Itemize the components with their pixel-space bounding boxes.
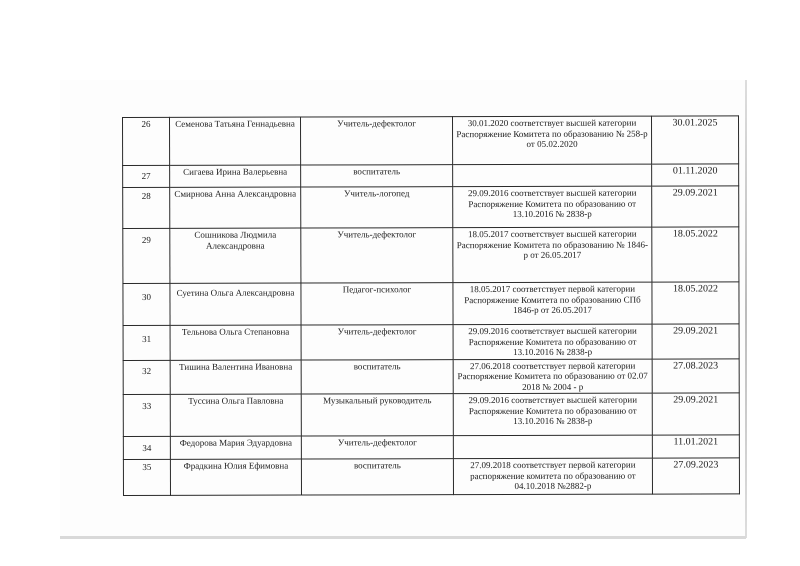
- employee-position: Учитель-дефектолог: [301, 325, 453, 360]
- page-bottom-edge: [60, 536, 746, 539]
- valid-until-date: [652, 393, 739, 435]
- table-row: [123, 458, 739, 496]
- category-info: 29.09.2016 соответствует высшей категории Распоряжение Комитета по образованию от 13.10.2016 № 2838-р: [453, 393, 652, 436]
- table-row: [123, 393, 739, 437]
- employee-position: Музыкальный руководитель: [301, 394, 453, 436]
- employee-name: Смирнова Анна Александровна: [170, 187, 301, 228]
- table-row: [123, 164, 739, 188]
- valid-until-text: 29.09.2021: [672, 187, 718, 199]
- employee-position: воспитатель: [301, 459, 453, 495]
- employee-name: Семенова Татьяна Геннадьевна: [170, 117, 301, 165]
- employee-name: Сигаева Ирина Валерьевна: [170, 165, 301, 187]
- table-row: [123, 435, 739, 460]
- category-info: 27.09.2018 соответствует первой категории распоряжение комитета по образованию от 04.10.2018 №2882-р: [453, 458, 652, 495]
- employee-name: Тельнова Ольга Степановна: [170, 325, 301, 360]
- employee-position: Учитель-дефектолог: [301, 117, 453, 165]
- valid-until-text: 11.01.2021: [673, 436, 719, 448]
- valid-until-date: [652, 164, 739, 186]
- valid-until-date: [651, 116, 738, 164]
- row-number: 30: [123, 283, 170, 325]
- staff-certification-table: [122, 115, 740, 496]
- valid-until-text: 01.11.2020: [672, 165, 718, 177]
- valid-until-date: [652, 458, 739, 494]
- row-number: 26: [123, 117, 170, 165]
- valid-until-date: [652, 186, 739, 227]
- row-number: 28: [123, 187, 170, 228]
- employee-position: Педагог-психолог: [301, 283, 453, 325]
- valid-until-date: [652, 358, 739, 393]
- employee-name: Суетина Ольга Александровна: [170, 283, 301, 325]
- table-row: [123, 282, 739, 326]
- valid-until-text: 29.09.2021: [673, 394, 719, 406]
- row-number: 35: [123, 459, 170, 495]
- valid-until-text: 18.05.2022: [672, 228, 718, 240]
- employee-position: Учитель-логопед: [301, 187, 453, 228]
- category-info: 18.05.2017 соответствует высшей категории Распоряжение Комитета по образованию № 1846-р от 26.05.2017: [453, 227, 652, 283]
- category-info: 18.05.2017 соответствует первой категории Распоряжение Комитета по образованию СПб 1846-р от 26.05.2017: [453, 282, 652, 325]
- employee-position: Учитель-дефектолог: [301, 436, 453, 459]
- row-number: 29: [123, 228, 170, 283]
- employee-position: воспитатель: [301, 165, 453, 187]
- employee-name: Тишина Валентина Ивановна: [170, 360, 301, 395]
- page-edge-shadow: [745, 80, 747, 538]
- valid-until-date: [652, 435, 739, 458]
- valid-until-text: 30.01.2025: [672, 117, 718, 129]
- category-info: 27.06.2018 соответствует первой категории Распоряжение Комитета по образованию от 02.07 2018 № 2004 - р: [453, 359, 652, 394]
- table-row: [123, 227, 739, 284]
- category-info: 30.01.2020 соответствует высшей категории Распоряжение Комитета по образованию № 258-р от 05.02.2020: [453, 116, 652, 165]
- employee-name: Сошникова Людмила Александровна: [170, 228, 301, 283]
- table-row: [123, 358, 739, 394]
- row-number: 32: [123, 360, 170, 395]
- row-number: 27: [123, 165, 170, 187]
- row-number: 33: [123, 394, 170, 436]
- valid-until-date: [652, 324, 739, 359]
- row-number: 31: [123, 325, 170, 360]
- employee-name: Фрадкина Юлия Ефимовна: [170, 459, 301, 495]
- valid-until-text: 27.08.2023: [673, 359, 719, 372]
- valid-until-text: 29.09.2021: [673, 325, 719, 337]
- valid-until-text: 18.05.2022: [672, 283, 718, 295]
- valid-until-date: [652, 282, 739, 324]
- employee-name: Туссина Ольга Павловна: [170, 394, 301, 436]
- employee-position: воспитатель: [301, 359, 453, 394]
- row-number: 34: [123, 436, 170, 459]
- valid-until-date: [652, 227, 739, 282]
- valid-until-text: 27.09.2023: [673, 459, 719, 471]
- table-row: [123, 324, 739, 360]
- category-info: 29.09.2016 соответствует высшей категории Распоряжение Комитета по образованию от 13.10.2016 № 2838-р: [453, 186, 652, 228]
- table-row: [123, 186, 739, 229]
- table-row: [123, 116, 739, 166]
- category-info: [453, 435, 652, 459]
- category-info: [453, 164, 652, 187]
- employee-position: Учитель-дефектолог: [301, 228, 453, 283]
- employee-name: Федорова Мария Эдуардовна: [170, 436, 301, 459]
- category-info: 29.09.2016 соответствует высшей категории Распоряжение Комитета по образованию от 13.10.2016 № 2838-р: [453, 324, 652, 359]
